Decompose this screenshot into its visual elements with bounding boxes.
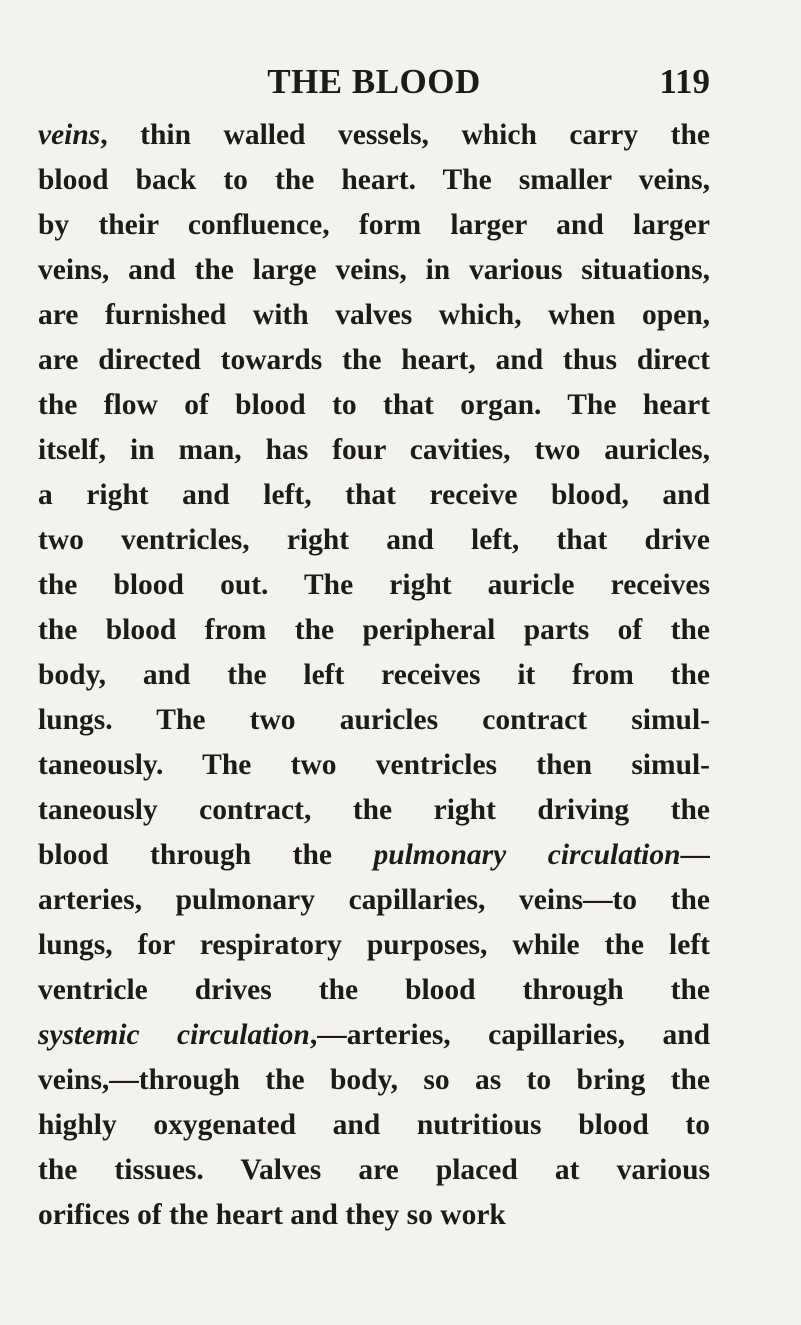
text-line (38, 878, 710, 923)
text-line (38, 968, 710, 1013)
text-run: taneously contract, the right driving the (38, 794, 710, 826)
text-run: blood back to the heart. The smaller veins, (38, 164, 710, 196)
text-run: taneously. The two ventricles then simul- (38, 749, 710, 781)
text-line (38, 698, 710, 743)
text-line (38, 203, 710, 248)
italic-term: veins (38, 119, 101, 151)
text-run: lungs, for respiratory purposes, while the left (38, 929, 710, 961)
text-run: the blood out. The right auricle receives (38, 569, 710, 601)
text-line (38, 833, 710, 878)
text-line (38, 338, 710, 383)
text-line (38, 518, 710, 563)
text-run: blood through the (38, 839, 374, 871)
text-line (38, 653, 710, 698)
body-paragraph (38, 113, 710, 1238)
text-run: are directed towards the heart, and thus direct (38, 344, 710, 376)
text-run: , thin walled vessels, which carry the (100, 119, 710, 151)
text-run: body, and the left receives it from the (38, 659, 710, 691)
text-run: the tissues. Valves are placed at various (38, 1154, 710, 1186)
text-run: a right and left, that receive blood, and (38, 479, 710, 511)
text-run: lungs. The two auricles contract simul- (38, 704, 710, 736)
running-head (38, 58, 710, 106)
text-line (38, 1058, 710, 1103)
text-line (38, 923, 710, 968)
text-run: the flow of blood to that organ. The heart (38, 389, 710, 421)
text-line (38, 428, 710, 473)
text-line (38, 1193, 710, 1238)
text-line (38, 743, 710, 788)
text-run: highly oxygenated and nutritious blood to (38, 1109, 710, 1141)
text-run: itself, in man, has four cavities, two auricles, (38, 434, 710, 466)
text-run: veins,—through the body, so as to bring the (38, 1064, 710, 1096)
text-line (38, 473, 710, 518)
page-number: 119 (659, 62, 710, 101)
text-run: veins, and the large veins, in various situations, (38, 254, 710, 286)
text-line (38, 788, 710, 833)
text-line (38, 113, 710, 158)
text-line (38, 383, 710, 428)
text-line (38, 1148, 710, 1193)
text-line (38, 608, 710, 653)
text-run: arteries, pulmonary capillaries, veins—to the (38, 884, 710, 916)
text-line (38, 1013, 710, 1058)
text-run: ,—arteries, capillaries, and (309, 1019, 710, 1051)
text-run: are furnished with valves which, when open, (38, 299, 710, 331)
text-run: two ventricles, right and left, that drive (38, 524, 710, 556)
text-line (38, 293, 710, 338)
text-run: the blood from the peripheral parts of the (38, 614, 710, 646)
text-run: by their confluence, form larger and larger (38, 209, 710, 241)
text-line (38, 158, 710, 203)
text-line (38, 563, 710, 608)
text-run: — (680, 839, 710, 871)
running-title: THE BLOOD (267, 62, 481, 101)
text-line (38, 248, 710, 293)
text-run: ventricle drives the blood through the (38, 974, 710, 1006)
text-line (38, 1103, 710, 1148)
italic-term: pulmonary circulation (373, 839, 681, 871)
italic-term: systemic circulation (38, 1019, 310, 1051)
text-run: orifices of the heart and they so work (38, 1199, 506, 1231)
